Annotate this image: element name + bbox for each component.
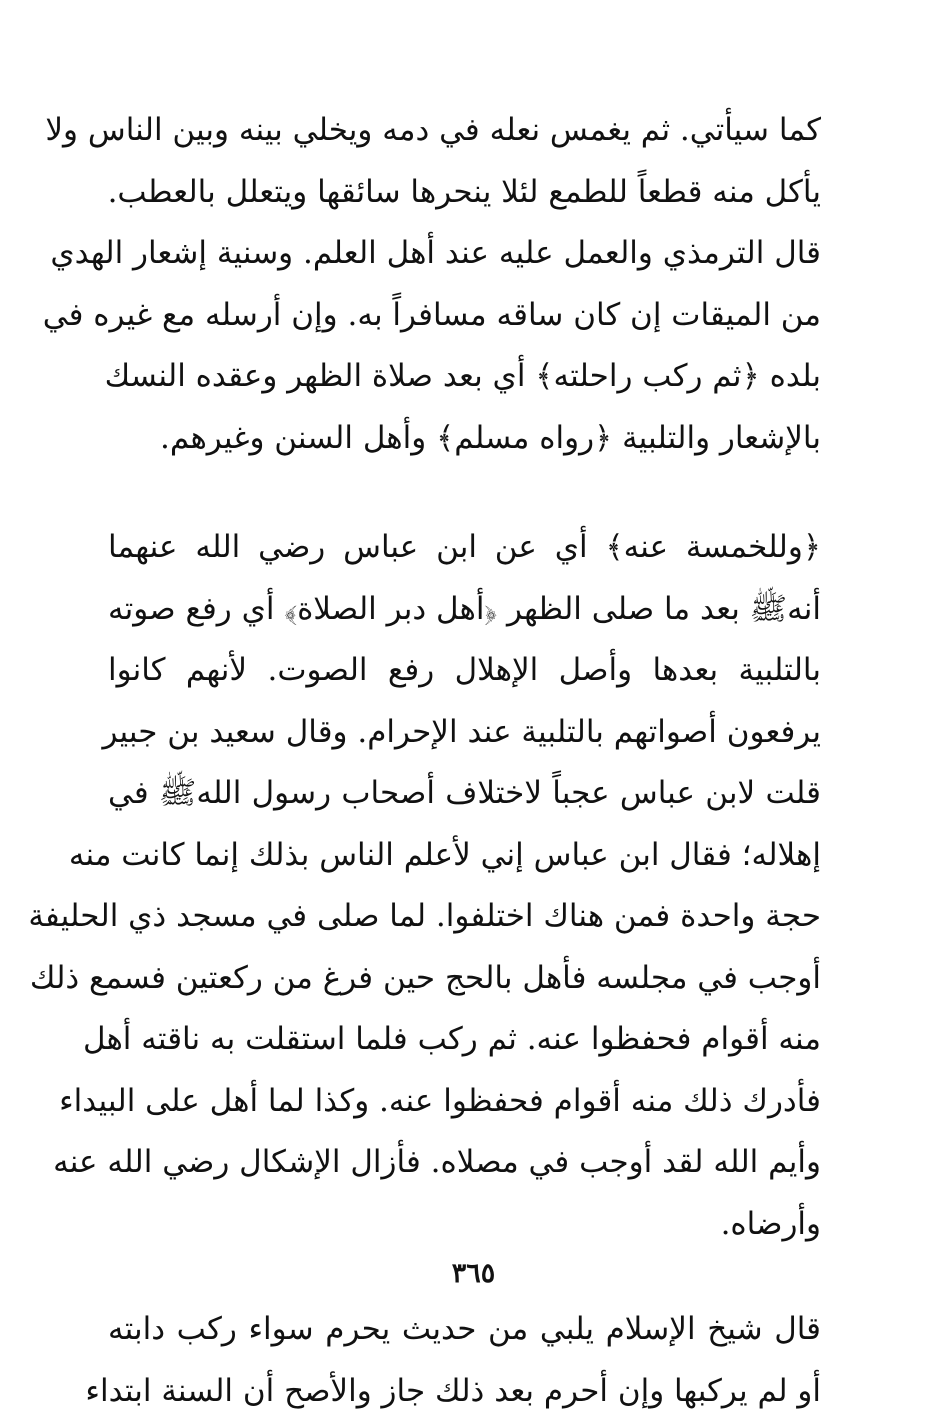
- text-line: أو لم يركبها وإن أحرم بعد ذلك جاز والأصح أن السنة ابتداء: [108, 1361, 821, 1422]
- paragraph-spacer: [108, 469, 821, 517]
- text-line: أوجب في مجلسه فأهل بالحج حين فرغ من ركعتين فسمع ذلك: [108, 948, 821, 1010]
- paragraph-1: [108, 100, 821, 469]
- page-body: [108, 100, 821, 1422]
- text-line: كما سيأتي. ثم يغمس نعله في دمه ويخلي بينه وبين الناس ولا: [108, 100, 821, 162]
- text-line: بالإشعار والتلبية ﴿رواه مسلم﴾ وأهل السنن وغيرهم.: [108, 408, 821, 470]
- text-line: بلده ﴿ثم ركب راحلته﴾ أي بعد صلاة الظهر وعقده النسك: [108, 346, 821, 408]
- paragraph-2: [108, 517, 821, 1255]
- text-line: فأدرك ذلك منه أقوام فحفظوا عنه. وكذا لما أهل على البيداء: [108, 1071, 821, 1133]
- text-line: قال شيخ الإسلام يلبي من حديث يحرم سواء ركب دابته: [108, 1299, 821, 1361]
- text-line: وأيم الله لقد أوجب في مصلاه. فأزال الإشكال رضي الله عنه: [108, 1132, 821, 1194]
- text-line: حجة واحدة فمن هناك اختلفوا. لما صلى في مسجد ذي الحليفة: [108, 886, 821, 948]
- text-line: بالتلبية بعدها وأصل الإهلال رفع الصوت. لأنهم كانوا: [108, 640, 821, 702]
- text-line: يأكل منه قطعاً للطمع لئلا ينحرها سائقها ويتعلل بالعطب.: [108, 162, 821, 224]
- text-line: من الميقات إن كان ساقه مسافراً به. وإن أرسله مع غيره في: [108, 285, 821, 347]
- text-line: قلت لابن عباس عجباً لاختلاف أصحاب رسول اللهﷺ في: [108, 763, 821, 825]
- page-number: ٣٦٥: [0, 1258, 947, 1289]
- text-line: منه أقوام فحفظوا عنه. ثم ركب فلما استقلت به ناقته أهل: [108, 1009, 821, 1071]
- text-line: وأرضاه.: [108, 1194, 821, 1256]
- text-line: ﴿وللخمسة عنه﴾ أي عن ابن عباس رضي الله عنهما: [108, 517, 821, 579]
- text-line: قال الترمذي والعمل عليه عند أهل العلم. وسنية إشعار الهدي: [108, 223, 821, 285]
- text-line: يرفعون أصواتهم بالتلبية عند الإحرام. وقال سعيد بن جبير: [108, 702, 821, 764]
- text-line: أنهﷺ بعد ما صلى الظهر ﴿أهل دبر الصلاة﴾ أي رفع صوته: [108, 579, 821, 641]
- text-line: إهلاله؛ فقال ابن عباس إني لأعلم الناس بذلك إنما كانت منه: [108, 825, 821, 887]
- paragraph-3: [108, 1299, 821, 1422]
